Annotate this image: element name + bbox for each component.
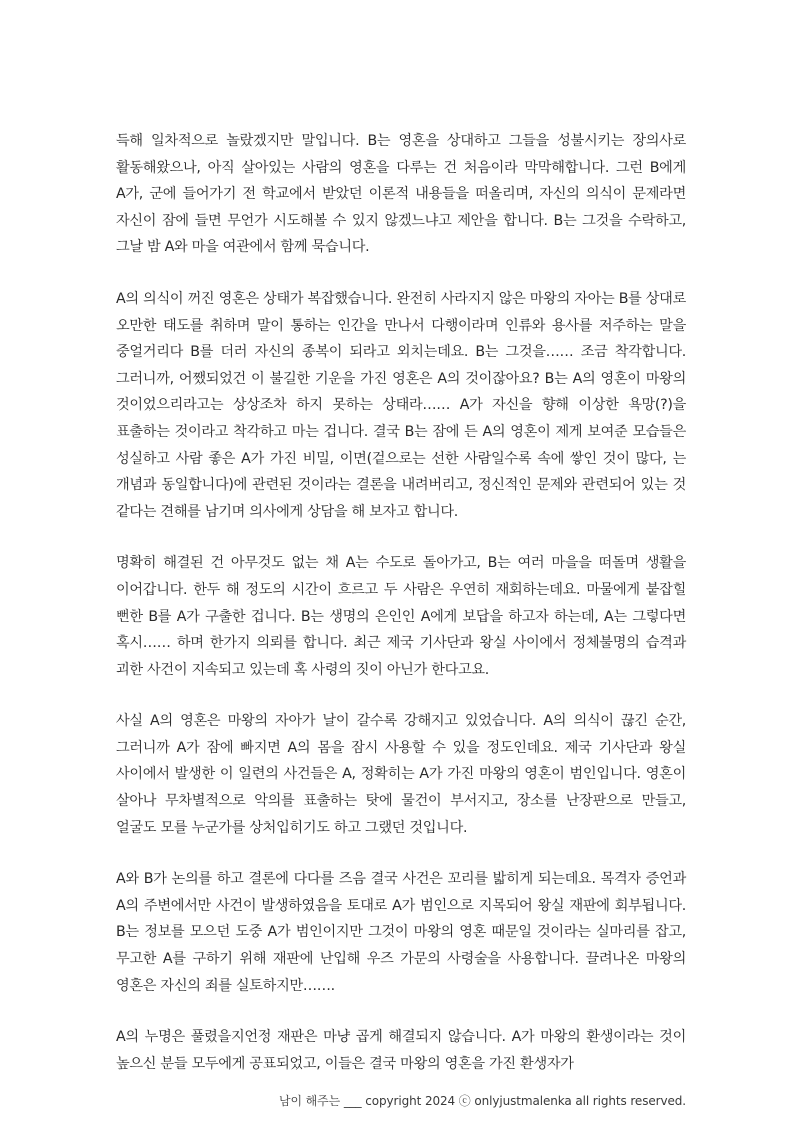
paragraph-1: 득해 일차적으로 놀랐겠지만 말입니다. B는 영혼을 상대하고 그들을 성불시키는 장의사로 활동해왔으나, 아직 살아있는 사람의 영혼을 다루는 건 처음이라 막막해합니다. 그런 B에게 A가, 군에 들어가기 전 학교에서 받았던 이론적 내용들을 떠올리며, 자신의 의식이 문제라면 자신이 잠에 들면 무언가 시도해볼 수 있지 않겠느냐고 제안을 합니다. B는 그것을 수락하고, 그날 밤 A와 마을 여관에서 함께 묵습니다. — [116, 133, 686, 256]
paragraph-6: A의 누명은 풀렸을지언정 재판은 마냥 곱게 해결되지 않습니다. A가 마왕의 환생이라는 것이 높으신 분들 모두에게 공표되었고, 이들은 결국 마왕의 영혼을 가진 환생자가 — [116, 1029, 686, 1072]
paragraph-4: 사실 A의 영혼은 마왕의 자아가 날이 갈수록 강해지고 있었습니다. A의 의식이 끊긴 순간, 그러니까 A가 잠에 빠지면 A의 몸을 잠시 사용할 수 있을 정도인데요. 제국 기사단과 왕실 사이에서 발생한 이 일련의 사건들은 A, 정확히는 A가 가진 마왕의 영혼이 범인입니다. 영혼이 살아나 무차별적으로 악의를 표출하는 탓에 물건이 부서지고, 장소를 난장판으로 만들고, 얼굴도 모를 누군가를 상처입히기도 하고 그랬던 것입니다. — [116, 713, 686, 836]
copyright-footer: 남이 해주는 ___ copyright 2024 ⓒ onlyjustmalenka all rights reserved. — [278, 1094, 686, 1108]
document-body — [116, 128, 686, 1077]
paragraph-5: A와 B가 논의를 하고 결론에 다다를 즈음 결국 사건은 꼬리를 밟히게 되는데요. 목격자 증언과 A의 주변에서만 사건이 발생하였음을 토대로 A가 범인으로 지목되어 왕실 재판에 회부됩니다. B는 정보를 모으던 도중 A가 범인이지만 그것이 마왕의 영혼 때문일 것이라는 실마리를 잡고, 무고한 A를 구하기 위해 재판에 난입해 우즈 가문의 사령술을 사용합니다. 끌려나온 마왕의 영혼은 자신의 죄를 실토하지만……. — [116, 871, 686, 994]
paragraph-2: A의 의식이 꺼진 영혼은 상태가 복잡했습니다. 완전히 사라지지 않은 마왕의 자아는 B를 상대로 오만한 태도를 취하며 말이 통하는 인간을 만나서 다행이라며 인류와 용사를 저주하는 말을 중얼거리다 B를 더러 자신의 종복이 되라고 외치는데요. B는 그것을…… 조금 착각합니다. 그러니까, 어쨌되었건 이 불길한 기운을 가진 영혼은 A의 것이잖아요? B는 A의 영혼이 마왕의 것이었으리라고는 상상조차 하지 못하는 상태라…… A가 자신을 향해 이상한 욕망(?)을 표출하는 것이라고 착각하고 마는 겁니다. 결국 B는 잠에 든 A의 영혼이 제게 보여준 모습들은 성실하고 사람 좋은 A가 가진 비밀, 이면(겉으로는 선한 사람일수록 속에 쌓인 것이 많다, 는 개념과 동일합니다)에 관련된 것이라는 결론을 내려버리고, 정신적인 문제와 관련되어 있는 것 같다는 견해를 남기며 의사에게 상담을 해 보자고 합니다. — [116, 290, 686, 520]
paragraph-3: 명확히 해결된 건 아무것도 없는 채 A는 수도로 돌아가고, B는 여러 마을을 떠돌며 생활을 이어갑니다. 한두 해 정도의 시간이 흐르고 두 사람은 우연히 재회하는데요. 마물에게 붙잡힐 뻔한 B를 A가 구출한 겁니다. B는 생명의 은인인 A에게 보답을 하고자 하는데, A는 그렇다면 혹시…… 하며 한가지 의뢰를 합니다. 최근 제국 기사단과 왕실 사이에서 정체불명의 습격과 괴한 사건이 지속되고 있는데 혹 사령의 짓이 아닌가 한다고요. — [116, 555, 686, 678]
